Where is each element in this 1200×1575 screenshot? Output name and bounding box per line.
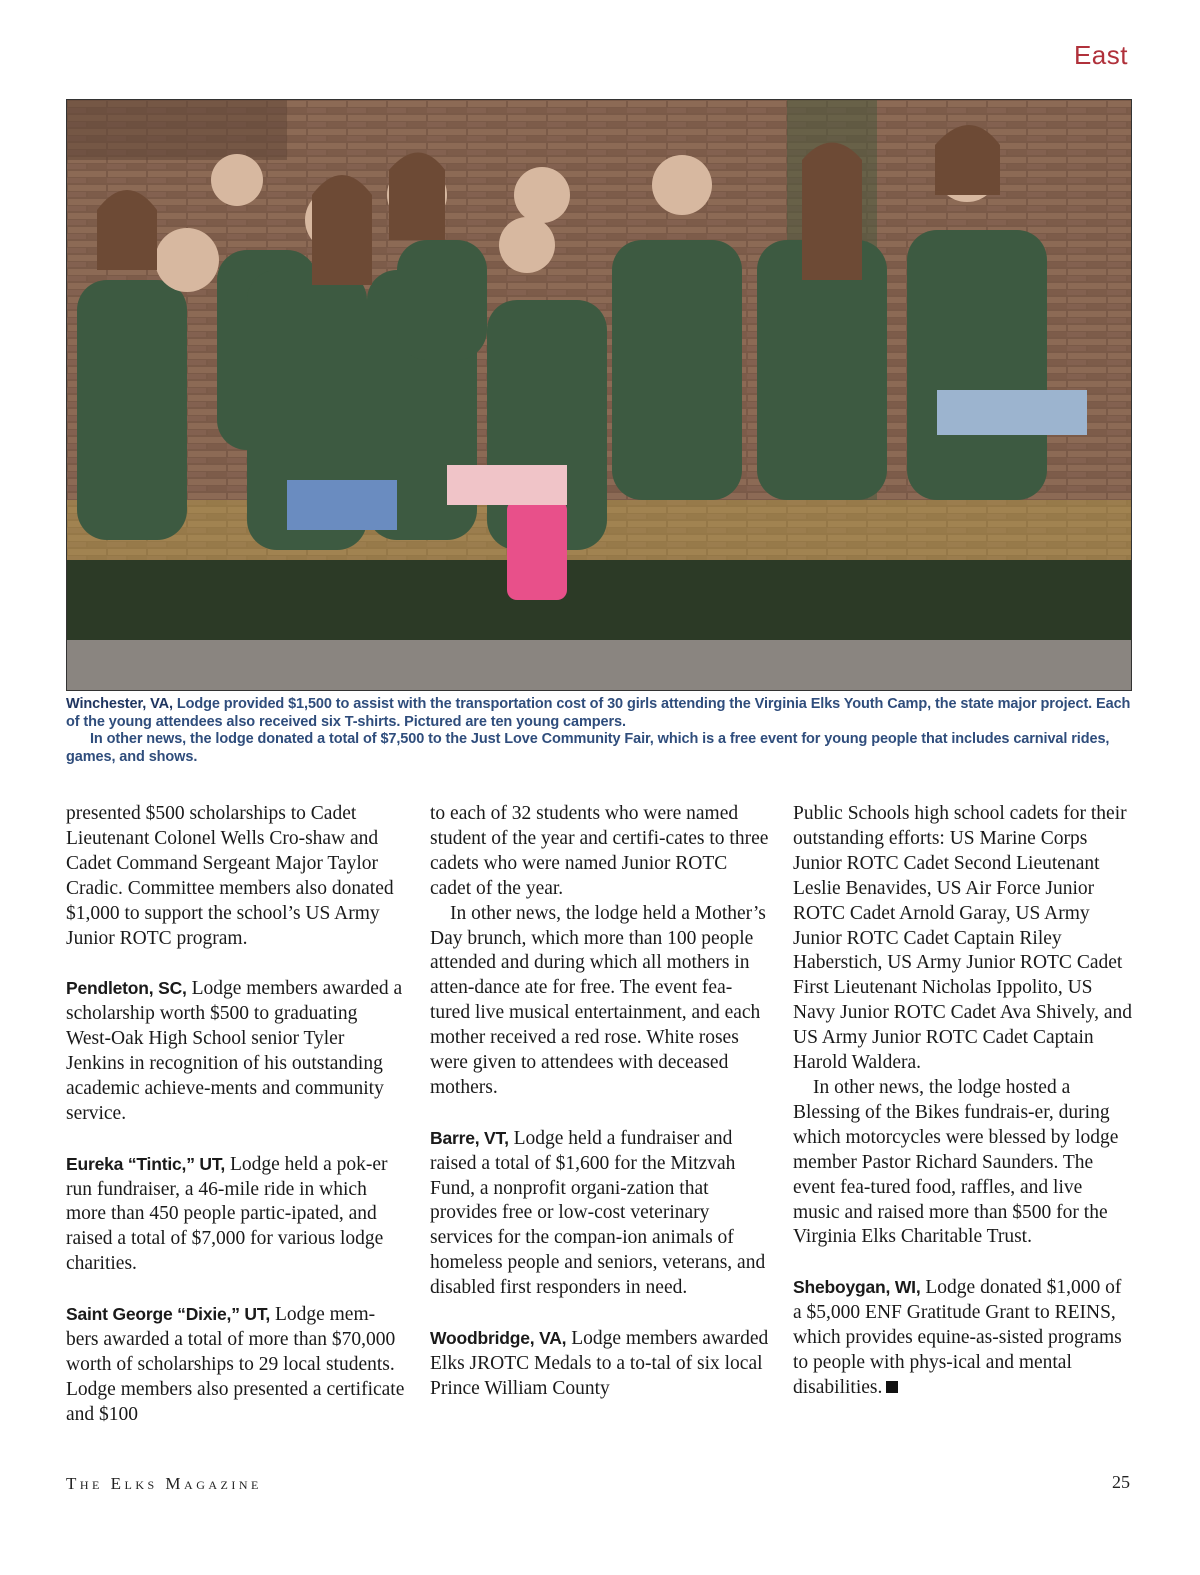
lodge-text: Lodge held a fundraiser and raised a total of $1,600 for the Mitzvah Fund, a nonprofit organi-zation that provides free or low-cost veterinary services for the compan-ion animals of homeless people and seniors, veterans, and disabled first responders in need. (430, 1127, 766, 1299)
caption-paragraph-1 (66, 696, 1132, 731)
lodge-name: Sheboygan, WI, (793, 1277, 921, 1298)
lodge-text: Lodge members awarded a scholarship worth $500 to graduating West-Oak High School senior Tyler Jenkins in recognition of his outstanding academic achieve-ments and community service. (66, 978, 403, 1124)
col3-sheboygan (793, 1275, 1133, 1401)
caption-text-1: Lodge provided $1,500 to assist with the transportation cost of 30 girls attending the Virginia Elks Youth Camp, the state major project. Each of the young attendees also received six T-shirts. Pictured are ten young campers. (66, 696, 1131, 730)
col1-paragraph-1: presented $500 scholarships to Cadet Lieutenant Colonel Wells Cro-shaw and Cadet Command Sergeant Major Taylor Cradic. Committee members also donated $1,000 to support the school’s US Army Junior ROTC program. (66, 803, 394, 949)
col2-paragraph-2: In other news, the lodge held a Mother’s Day brunch, which more than 100 people attended and during which all mothers in atten-dance ate for free. The event fea-tured live musical entertainment, and each mother received a red rose. White roses were given to attendees with deceased mothers. (430, 902, 766, 1098)
caption-paragraph-2: In other news, the lodge donated a total of $7,500 to the Just Love Community Fair, which is a free event for young people that includes carnival rides, games, and shows. (66, 731, 1110, 765)
lodge-name: Woodbridge, VA, (430, 1328, 567, 1348)
col2-paragraph-1: to each of 32 students who were named student of the year and certifi-cates to three cadets who were named Junior ROTC cadet of the year. (430, 803, 769, 899)
lodge-name: Eureka “Tintic,” UT, (66, 1153, 226, 1174)
group-photo-image (67, 100, 1131, 690)
col2-barre (430, 1126, 770, 1301)
column-3 (793, 802, 1133, 1401)
photo-caption (66, 696, 1132, 766)
magazine-name: The Elks Magazine (66, 1474, 262, 1493)
lodge-text: Lodge donated $1,000 of a $5,000 ENF Gratitude Grant to REINS, which provides equine-as-sisted programs to people with phys-ical and mental disabilities. (793, 1277, 1122, 1398)
end-of-article-icon (886, 1381, 898, 1393)
column-2 (430, 802, 770, 1402)
column-1 (66, 802, 406, 1428)
col1-eureka (66, 1152, 406, 1278)
group-photo (66, 99, 1132, 691)
lodge-name: Saint George “Dixie,” UT, (66, 1304, 271, 1325)
lodge-text: Lodge mem-bers awarded a total of more than $70,000 worth of scholarships to 29 local students. Lodge members also presented a certificate and $100 (66, 1304, 405, 1425)
lodge-name: Barre, VT, (430, 1127, 509, 1148)
lodge-name: Pendleton, SC, (66, 978, 187, 999)
col3-paragraph-1: Public Schools high school cadets for their outstanding efforts: US Marine Corps Junior ROTC Cadet Second Lieutenant Leslie Benavides, US Air Force Junior ROTC Cadet Arnold Garay, US Army Junior ROTC Cadet Captain Riley Haberstich, US Army Junior ROTC Cadet First Lieutenant Nicholas Ippolito, US Navy Junior ROTC Cadet Ava Shively, and US Army Junior ROTC Cadet Captain Harold Waldera. (793, 803, 1133, 1074)
lodge-text: Lodge members awarded Elks JROTC Medals to a to-tal of six local Prince William County (430, 1328, 769, 1399)
col1-pendleton (66, 976, 406, 1126)
page-number: 25 (1112, 1472, 1130, 1492)
col2-woodbridge (430, 1326, 770, 1402)
lodge-text: Lodge held a pok-er run fundraiser, a 46-mile ride in which more than 450 people partic-ipated, and raised a total of $7,000 for various lodge charities. (66, 1153, 388, 1275)
article-columns (66, 802, 1132, 1462)
section-label: East (1073, 40, 1128, 70)
col3-paragraph-2: In other news, the lodge hosted a Blessing of the Bikes fundrais-er, during which motorcycles were blessed by lodge member Pastor Richard Saunders. The event fea-tured food, raffles, and live music and raised more than $500 for the Virginia Elks Charitable Trust. (793, 1076, 1119, 1248)
caption-lodge: Winchester, VA, (66, 696, 173, 712)
col1-saint-george (66, 1302, 406, 1428)
